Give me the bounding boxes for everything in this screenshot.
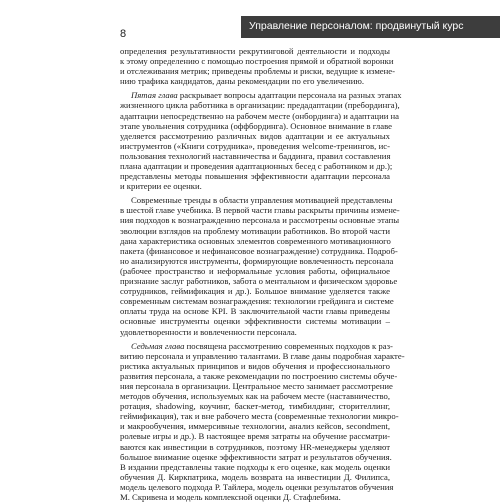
text-line: модель целевого подхода Р. Тайлера, модель оценки результатов обучения <box>120 481 394 492</box>
text-line: большое внимание оценке эффективности затрат и результатов обучения. <box>120 451 392 462</box>
chapter-reference: Пятая глава <box>131 90 178 101</box>
text-line: развития персонала, а также рекомендации по построению системы обуче- <box>120 370 398 381</box>
text-line: жизненного цикла работника в организации: предадаптации (пребординга), <box>120 100 400 111</box>
running-header-title: Управление персоналом: продвинутый курс <box>249 20 464 32</box>
chapter-reference: Седьмая глава <box>131 340 185 351</box>
text-line: но анализируются инструменты, формирующие вовлеченность персонала <box>120 255 394 266</box>
text-line: определения результативности рекрутинговой деятельности и подходы <box>120 46 390 56</box>
text-line: геймификация), так и вне рабочего места (современные технологии микро- <box>120 411 399 422</box>
text-line: сотрудников, геймификация и др.). Большое внимание уделяется также <box>120 286 390 297</box>
running-header <box>241 16 500 38</box>
text-line: Седьмая глава посвящена рассмотрению современных подходов к раз- <box>131 340 393 351</box>
text-line: эволюции взглядов на проблему мотивации работников. Во второй части <box>120 225 390 236</box>
text-line: к этому определению с помощью построения прямой и обратной воронки <box>120 56 394 67</box>
text-line: витию персонала и управлению талантами. В главе даны подробная характе- <box>120 350 405 361</box>
text-line: основные инструменты оценки эффективности системы мотивации – <box>120 316 390 327</box>
text-line: пакета (финансовое и нефинансовое вознаграждение) сотрудника. Подроб- <box>120 245 398 256</box>
text-line: адаптации непосредственно на рабочем месте (онбординга) и адаптации на <box>120 110 400 121</box>
text-line: ния персонала в организации. Центральное место занимает рассмотрение <box>120 380 393 391</box>
text-line: уделяется рассмотрению различных видов адаптации и ее актуальных <box>120 130 390 141</box>
text-line: ролевые игры и др.). В настоящее время затраты на обучение рассматри- <box>120 431 390 442</box>
text-line: представлены методы повышения эффективности адаптации персонала <box>120 171 390 182</box>
text-line: инструментов («Книги сотрудника», проведения welcome-тренингов, ис- <box>120 140 390 151</box>
text-line: ротация, shadowing, коучинг, баскет-метод, тимбилдинг, сторителлинг, <box>120 401 390 412</box>
text-line: Пятая глава раскрывает вопросы адаптации персонала на разных этапах <box>131 90 402 101</box>
text-line: и критерии ее оценки. <box>120 181 202 192</box>
text-line: методов обучения, используемых как на рабочем месте (наставничество, <box>120 391 390 402</box>
text-line: нию трафика кандидатов, даны рекомендации по его увеличению. <box>120 76 364 87</box>
page-number: 8 <box>120 28 127 40</box>
text-line: этапе увольнения сотрудника (оффбординга). Основное внимание в главе <box>120 120 392 131</box>
text-line: В издании представлены такие подходы к его оценке, как модель оценки <box>120 461 390 472</box>
text-line: Современные тренды в области управления мотивацией представлены <box>131 195 393 206</box>
text-line: пользования технологий наставничества и баддинга, правил составления <box>120 150 391 161</box>
text-line: дана характеристика основных элементов современного мотивационного <box>120 235 391 246</box>
text-line: (рабочее пространство и неформальные условия работы, официальное <box>120 265 390 276</box>
text-line: ния подходов к вознаграждению персонала и рассмотрены основные этапы <box>120 215 400 226</box>
text-line: М. Скривена и модель комплексной оценки Д. Стафлебима. <box>120 492 341 502</box>
text-line: и отслеживания метрик; приведены проблемы и риски, ведущие к измене- <box>120 66 396 77</box>
text-line: современным системам вознаграждения: технологии грейдинга и системе <box>120 296 394 307</box>
text-line: ваются как инвестиции в сотрудников, поэтому HR-менеджеры уделяют <box>120 441 390 452</box>
text-line: в шестой главе учебника. В первой части главы раскрыты причины измене- <box>120 205 400 216</box>
text-line: и макрообучения, иммерсивные технологии, анализ кейсов, secondment, <box>120 421 390 432</box>
text-line: признание заслуг работников, забота о ментальном и физическом здоровье <box>120 276 398 287</box>
text-line: плана адаптации и проведения адаптационных бесед с работником и др.); <box>120 161 393 172</box>
text-line: удовлетворенности и вовлеченности персонала. <box>120 326 297 337</box>
text-line: ристика актуальных принципов и видов обучения и профессионального <box>120 360 390 371</box>
text-line: обучения Д. Киркпатрика, модель возврата на инвестиции Д. Филипса, <box>120 471 390 482</box>
text-line: оплаты труда на основе KPI. В заключительной части главы приведены <box>120 306 390 317</box>
